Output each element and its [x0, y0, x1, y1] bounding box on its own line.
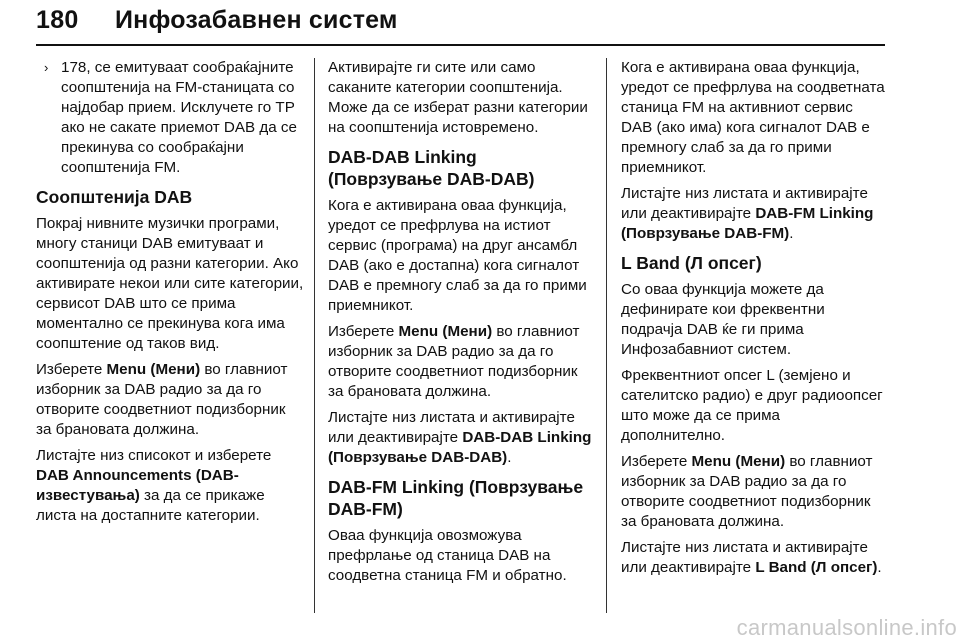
watermark: carmanualsonline.info	[736, 615, 957, 640]
menu-label: DAB Announcements (DAB-известувања)	[36, 467, 239, 504]
column-divider	[606, 58, 607, 613]
menu-label: L Band (Л опсег)	[755, 559, 878, 576]
column-divider	[314, 58, 315, 613]
text-column-2	[328, 58, 594, 592]
paragraph: Изберете Menu (Мени) во главниот изборник за DAB радио за да го отворите соодветниот подизборник за брановата должина.	[36, 361, 288, 438]
page-header	[36, 6, 886, 46]
menu-label: Menu (Мени)	[691, 453, 786, 470]
header-rule	[36, 44, 885, 46]
section-heading: DAB-DAB Linking (Поврзување DAB-DAB)	[328, 147, 535, 189]
paragraph: Изберете Menu (Мени) во главниот изборник за DAB радио за да го отворите соодветниот подизборник за брановата должина.	[328, 323, 580, 400]
menu-label: Menu (Мени)	[106, 361, 201, 378]
page-title: Инфозабавнен систем	[115, 6, 398, 34]
page-number: 180	[36, 6, 79, 34]
paragraph: Оваа функција овозможува префрлање од станица DAB на соодветна станица FM и обратно.	[328, 527, 567, 584]
paragraph: Покрај нивните музички програми, многу станици DAB емитуваат и соопштенија од разни категории. Ако активирате некои или сите категории, сервисот DAB што се прима моментално се прекинува кога има соопштение од таков вид.	[36, 215, 304, 352]
menu-label: DAB-DAB Linking (Поврзување DAB-DAB)	[328, 429, 592, 466]
paragraph: Фреквентниот опсег L (земјено и сателитско радио) е друг радиоопсег што може да се прима дополнително.	[621, 367, 883, 444]
text-column-3	[621, 58, 887, 584]
menu-label: Menu (Мени)	[398, 323, 493, 340]
paragraph: Листајте низ листата и активирајте или деактивирајте L Band (Л опсег).	[621, 539, 882, 576]
section-heading: Соопштенија DAB	[36, 187, 193, 207]
menu-label: DAB-FM Linking (Поврзување DAB-FM)	[621, 205, 874, 242]
arrow-right-icon: ›	[44, 60, 49, 75]
paragraph: Кога е активирана оваа функција, уредот се префрлува на истиот сервис (програма) на друг ансамбл DAB (ако е достапна) кога сигналот DAB е премногу слаб за да го прими приемникот.	[328, 197, 587, 314]
reference-paragraph: › 178, се емитуваат сообраќајните соопштенија на FM-станицата со најдобар прием. Исклучете го TP ако не сакате приемот DAB да се прекинува со сообраќајни соопштенија FM.	[44, 59, 297, 176]
paragraph: Листајте низ списокот и изберете DAB Announcements (DAB-известувања) за да се прикаже листа на достапните категории.	[36, 447, 272, 524]
paragraph: Листајте низ листата и активирајте или деактивирајте DAB-DAB Linking (Поврзување DAB-DAB).	[328, 409, 592, 466]
section-heading: DAB-FM Linking (Поврзување DAB-FM)	[328, 477, 584, 519]
text-column-1	[36, 58, 304, 532]
paragraph: Со оваа функција можете да дефинирате кои фреквентни подрачја DAB ќе ги прима Инфозабавниот систем.	[621, 281, 825, 358]
paragraph: Кога е активирана оваа функција, уредот се префрлува на соодветната станица FM на активниот сервис DAB (ако има) кога сигналот DAB е премногу слаб за да го прими приемникот.	[621, 59, 885, 176]
section-heading: L Band (Л опсег)	[621, 253, 762, 273]
paragraph: Изберете Menu (Мени) во главниот изборник за DAB радио за да го отворите соодветниот подизборник за брановата должина.	[621, 453, 873, 530]
paragraph: Активирајте ги сите или само саканите категории соопштенија. Може да се изберат разни категории на соопштенија истовремено.	[328, 59, 588, 136]
paragraph: Листајте низ листата и активирајте или деактивирајте DAB-FM Linking (Поврзување DAB-FM).	[621, 185, 874, 242]
